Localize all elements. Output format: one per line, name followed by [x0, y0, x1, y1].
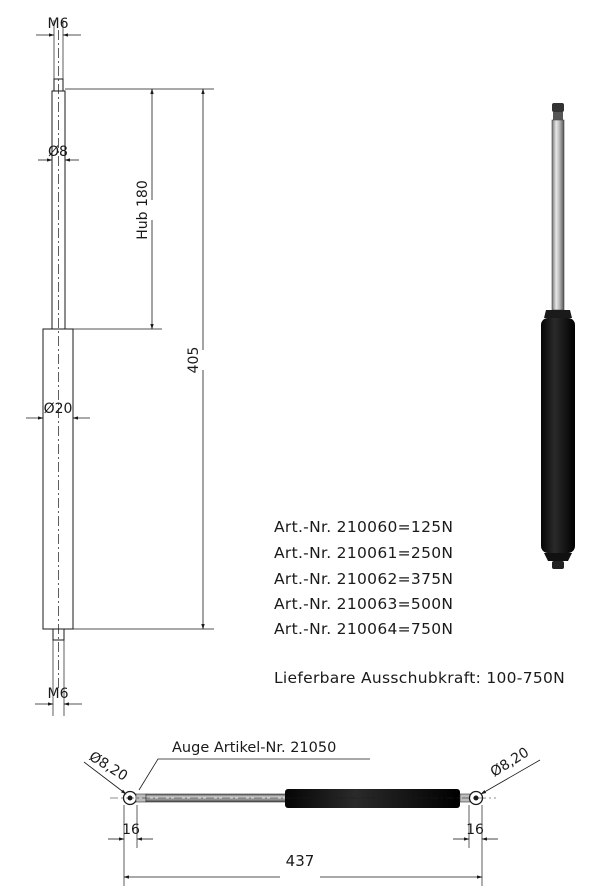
eye-article-label: Auge Artikel-Nr. 21050: [172, 740, 337, 756]
top-thread-dim-label: M6: [47, 16, 69, 32]
bottom-thread-dim-label: M6: [47, 686, 69, 702]
cylinder-diameter-label: Ø20: [43, 401, 73, 417]
article-line: Art.-Nr. 210063=500N: [274, 595, 454, 613]
right-offset-label: 16: [466, 822, 484, 838]
left-offset-label: 16: [122, 822, 140, 838]
article-line: Art.-Nr. 210061=250N: [274, 544, 454, 562]
article-line: Art.-Nr. 210060=125N: [274, 518, 454, 536]
article-line: Art.-Nr. 210062=375N: [274, 570, 454, 588]
rod-diameter-label: Ø8: [48, 144, 68, 160]
right-eye-diameter-label: Ø8,20: [487, 744, 533, 781]
stroke-label: Hub 180: [135, 180, 151, 240]
gas-spring-render: [541, 103, 575, 569]
article-line: Art.-Nr. 210064=750N: [274, 620, 454, 638]
total-length-label: 405: [186, 346, 202, 374]
force-range-label: Lieferbare Ausschubkraft: 100-750N: [274, 669, 566, 687]
gas-spring-eye-view: [110, 789, 496, 808]
left-eye-diameter-label: Ø8,20: [85, 748, 131, 785]
total-eye-length-label: 437: [285, 852, 315, 870]
